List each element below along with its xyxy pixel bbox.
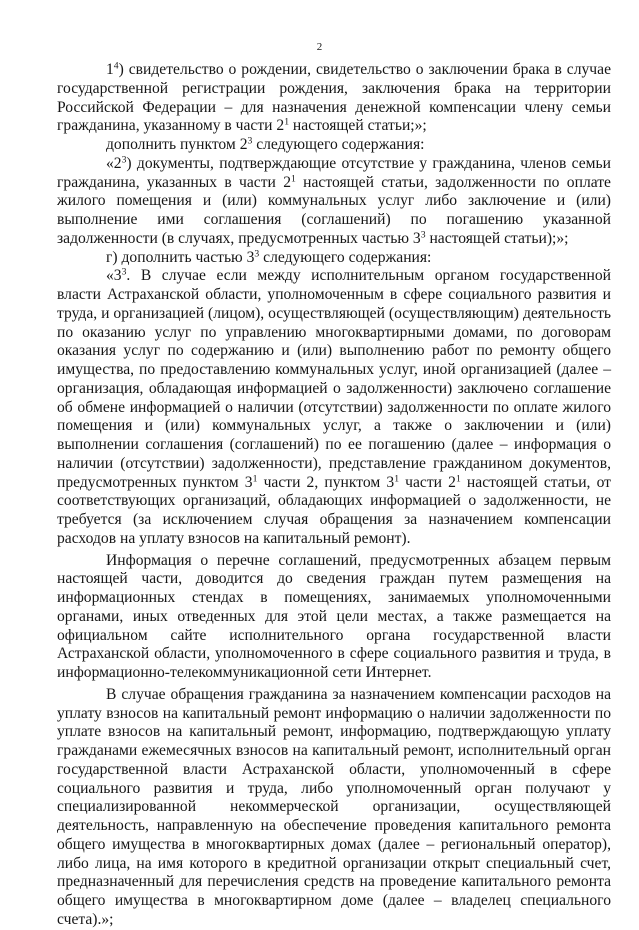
text-run: настоящей статьи, от соответствующих организаций, обладающих информацией о задолженности, не требуется (за исключением случая обращения за назначением компенсации расходов на уплату взносов на капитальный ремонт). xyxy=(57,473,611,547)
superscript: 1 xyxy=(252,473,258,485)
paragraph-capital-repair xyxy=(57,686,611,930)
text-run: «3 xyxy=(106,267,122,285)
text-run: г) дополнить частью 3 xyxy=(106,248,255,266)
superscript: 3 xyxy=(420,229,426,241)
paragraph-add-point-2-3 xyxy=(57,136,611,155)
superscript: 3 xyxy=(254,248,260,260)
superscript: 3 xyxy=(247,135,253,147)
paragraph-part-3-3 xyxy=(57,267,611,548)
text-run: Информация о перечне соглашений, предусмотренных абзацем первым настоящей части, доводится до сведения граждан путем размещения на информационных стендах в помещениях, занимаемых уполномоченными органами, иных отведенных для этой цели местах, а также размещается на официальном сайте исполнительного органа государственной власти Астраханской области, уполномоченного в сфере социального развития и труда, в информационно-телекоммуникационной сети Интернет. xyxy=(57,551,611,681)
text-run: настоящей статьи, задолженности по оплате жилого помещения и (или) коммунальных услуг либо заключение и (или) выполнение ими соглашения (соглашений) по погашению указанной задолженности (в случаях, предусмотренных частью 3 xyxy=(57,173,611,247)
document-body xyxy=(57,61,611,930)
text-run: ) документы, подтверждающие отсутствие у гражданина, членов семьи гражданина, указанных в части 2 xyxy=(57,154,611,191)
text-run: части 2, пунктом 3 xyxy=(257,473,395,491)
text-run: В случае обращения гражданина за назначением компенсации расходов на уплату взносов на капитальный ремонт информацию о наличии задолженности по уплате взносов на капитальный ремонт, информацию, подтверждающую уплату гражданами ежемесячных взносов на капитальный ремонт, исполнительный орган государственной власти Астраханской области, уполномоченный в сфере социального развития и труда, либо уполномоченный орган получают у специализированной некоммерческой организации, осуществляющей деятельность, направленную на обеспечение проведения капитального ремонта общего имущества в многоквартирных домах (далее – региональный оператор), либо лица, на имя которого в кредитной организации открыт специальный счет, предназначенный для перечисления средств на проведение капитального ремонта общего имущества в многоквартирном доме (далее – владелец специального счета).»; xyxy=(57,685,611,928)
text-run: части 2 xyxy=(399,473,456,491)
text-run: следующего содержания: xyxy=(259,248,432,266)
text-run: настоящей статьи;»; xyxy=(289,117,427,135)
superscript: 1 xyxy=(284,116,290,128)
text-run: следующего содержания: xyxy=(252,136,425,153)
superscript: 1 xyxy=(455,473,461,485)
paragraph-add-part-3-3 xyxy=(57,249,611,268)
text-run: . В случае если между исполнительным органом государственной власти Астраханской области, уполномоченным в сфере социального развития и труда, и организацией (лицом), осуществляющей (осуществляющим) деятельность по оказанию услуг по управлению многоквартирными домами, по договорам оказания услуг по содержанию и (или) выполнению работ по ремонту общего имущества, по предоставлению коммунальных услуг, иной организацией (далее – организация, обладающая информацией о задолженности) заключено соглашение об обмене информацией о наличии (отсутствии) задолженности по оплате жилого помещения и (или) коммунальных услуг, а также о заключении и (или) выполнении соглашения (соглашений) по ее погашению (далее – информация о наличии (отсутствии) задолженности), представление гражданином документов, предусмотренных пунктом 3 xyxy=(57,267,611,491)
superscript: 1 xyxy=(291,173,296,185)
paragraph-agreements-info xyxy=(57,552,611,683)
text-run: дополнить пунктом 2 xyxy=(106,136,248,153)
paragraph-item-1-4 xyxy=(57,61,611,136)
superscript: 3 xyxy=(121,266,127,278)
superscript: 4 xyxy=(113,60,119,72)
text-run: ) свидетельство о рождении, свидетельство о заключении брака в случае государственной регистрации рождения, заключения брака на территории Российской Федерации – для назначения денежной компенсации члену семьи гражданина, указанному в части 2 xyxy=(57,61,611,135)
page-number: 2 xyxy=(316,41,323,53)
text-run: «2 xyxy=(106,154,122,172)
text-run: 1 xyxy=(106,61,114,78)
text-run: настоящей статьи);»; xyxy=(425,229,569,247)
superscript: 3 xyxy=(121,154,127,166)
paragraph-item-2-3 xyxy=(57,155,611,249)
superscript: 1 xyxy=(394,473,400,485)
